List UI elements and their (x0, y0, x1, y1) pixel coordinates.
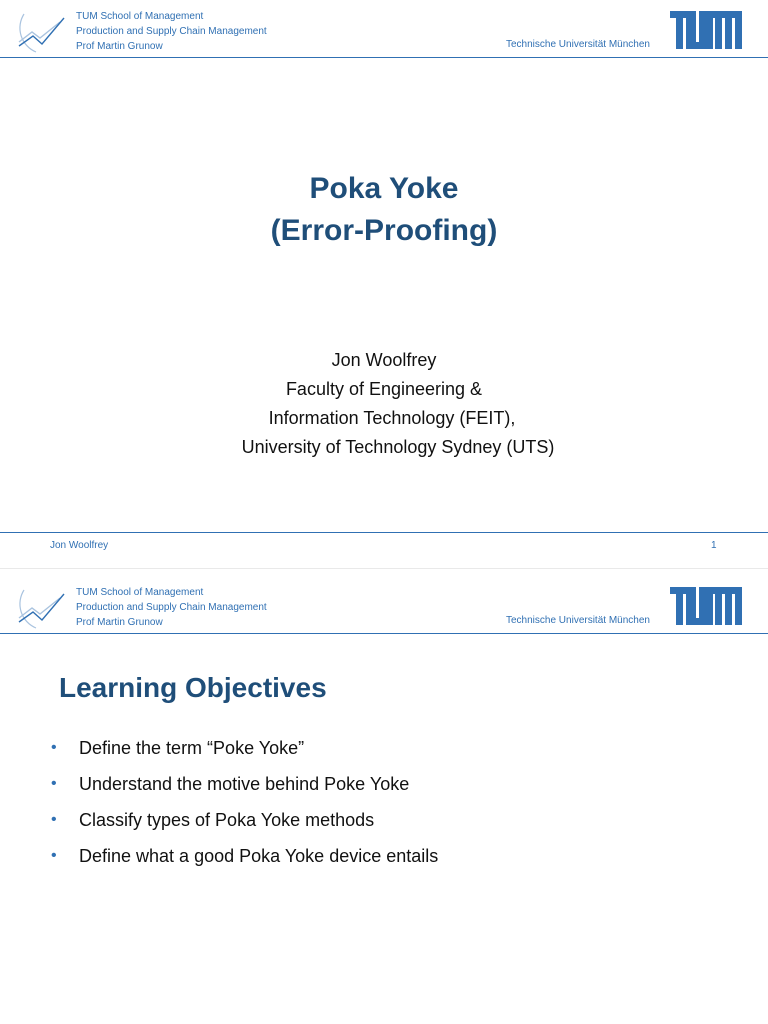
affiliation-line-3: University of Technology Sydney (UTS) (241, 437, 555, 457)
bullet-icon: • (51, 811, 57, 828)
footer-author: Jon Woolfrey (50, 540, 109, 551)
affiliation-line-1: Faculty of Engineering & (285, 379, 483, 399)
bullet-icon: • (51, 739, 57, 756)
list-item (50, 734, 438, 770)
header-divider (0, 57, 768, 58)
objectives-slide (0, 576, 768, 1024)
objective-text: Classify types of Poka Yoke methods (79, 810, 375, 830)
footer-divider (0, 532, 768, 533)
list-item (50, 770, 438, 806)
objective-text: Define the term “Poke Yoke” (79, 738, 305, 758)
slide-header (0, 0, 768, 58)
header-school: TUM School of Management (76, 11, 204, 22)
bullet-icon: • (51, 775, 57, 792)
tum-logo (670, 587, 742, 625)
slide-header (0, 576, 768, 634)
objectives-title: Learning Objectives (59, 672, 327, 703)
header-school: TUM School of Management (76, 587, 204, 598)
header-chair: Production and Supply Chain Management (76, 26, 267, 37)
header-professor: Prof Martin Grunow (76, 41, 163, 52)
trend-chart-icon (16, 8, 68, 54)
header-divider (0, 633, 768, 634)
header-university: Technische Universität München (506, 39, 650, 50)
objective-text: Understand the motive behind Poke Yoke (79, 774, 410, 794)
header-chair: Production and Supply Chain Management (76, 602, 267, 613)
header-university: Technische Universität München (506, 615, 650, 626)
header-text (76, 9, 267, 54)
tum-logo (670, 11, 742, 49)
title-line-2: (Error-Proofing) (270, 214, 498, 247)
bullet-icon: • (51, 847, 57, 864)
slide-title (0, 168, 768, 252)
trend-chart-icon (16, 584, 68, 630)
header-professor: Prof Martin Grunow (76, 617, 163, 628)
list-item (50, 806, 438, 842)
author-name: Jon Woolfrey (331, 350, 437, 370)
slide-separator (0, 568, 768, 569)
objectives-list (50, 734, 438, 878)
affiliation-line-2: Information Technology (FEIT), (268, 408, 516, 428)
author-block (0, 346, 768, 462)
objective-text: Define what a good Poka Yoke device entails (79, 846, 439, 866)
title-line-1: Poka Yoke (309, 172, 459, 205)
list-item (50, 842, 438, 878)
page-number: 1 (711, 540, 717, 551)
header-text (76, 585, 267, 630)
